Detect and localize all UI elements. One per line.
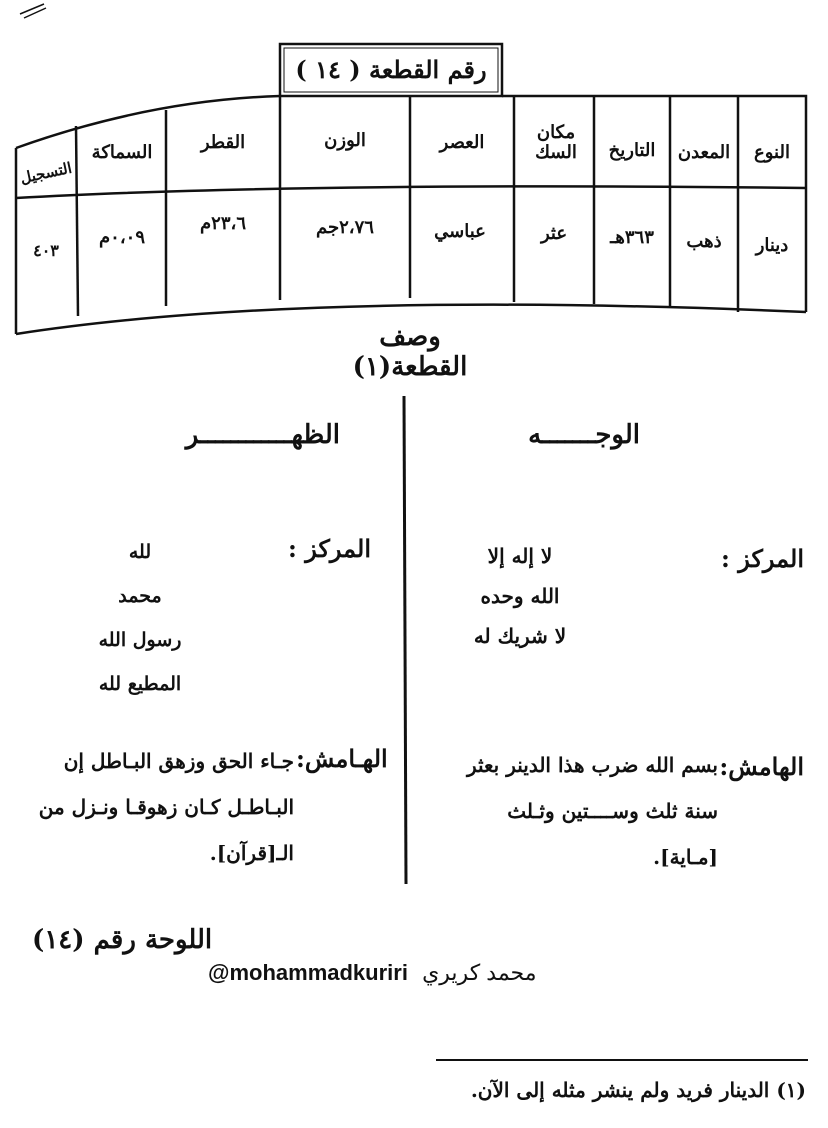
header-weight: الوزن (324, 130, 366, 151)
obverse-center-line: لا إله إلا (487, 544, 553, 568)
obverse-margin-label: الهامش: (719, 752, 804, 781)
reverse-margin-line: الـ[قرآن]. (209, 841, 294, 865)
watermark-name: محمد كريري (422, 960, 537, 985)
header-register: التسجيل (18, 158, 74, 188)
reverse-title: الظهــــــــــــر (185, 420, 340, 450)
obverse-center-label: المركز : (721, 544, 804, 573)
reverse-center-line: محمد (118, 585, 162, 607)
header-thickness: السماكة (91, 142, 153, 163)
value-metal: ذهب (686, 230, 722, 252)
header-era: العصر (439, 132, 485, 153)
value-mint: عثر (540, 222, 568, 244)
value-type: دينار (755, 234, 789, 256)
obverse-title: الوجـــــــه (528, 420, 640, 450)
obverse-margin-line: سنة ثلث وســــتين وثـلث (507, 799, 718, 823)
watermark-handle: @mohammadkuriri (208, 960, 408, 985)
reverse-center-text (60, 530, 220, 706)
reverse-margin-line: البـاطـل كـان زهوقـا ونـزل من (38, 795, 294, 819)
header-date: التاريخ (608, 140, 656, 161)
obverse-center-line: الله وحده (480, 584, 560, 608)
reverse-margin-label: الهـامش: (296, 744, 388, 773)
value-thickness: ٠،٠٩م (99, 226, 145, 248)
value-diameter: ٢٣،٦م (200, 212, 246, 234)
reverse-center-line: رسول الله (98, 629, 182, 651)
reverse-margin-text (18, 738, 294, 876)
plate-number: اللوحة رقم (١٤) (32, 925, 213, 955)
reverse-margin-line: جـاء الحق وزهق البـاطل إن (63, 749, 294, 773)
description-title: وصف القطعة(١) (352, 322, 468, 382)
header-type: النوع (754, 142, 790, 163)
obverse-margin-text (422, 742, 718, 880)
reverse-center-line: المطيع لله (98, 673, 182, 695)
obverse-center-line: لا شريك له (473, 624, 567, 648)
header-metal: المعدن (677, 142, 731, 163)
footnote: (١) الدينار فريد ولم ينشر مثله إلى الآن. (470, 1078, 806, 1102)
header-diameter: القطر (200, 132, 246, 153)
obverse-margin-line: [مـاية]. (653, 845, 718, 869)
value-weight: ٢،٧٦جم (316, 216, 374, 238)
watermark (208, 960, 537, 986)
header-mint: مكان السك (535, 122, 577, 163)
obverse-margin-line: بسم الله ضرب هذا الدينر بعثر (466, 753, 718, 777)
value-date: ٣٦٣هـ (610, 226, 654, 248)
obverse-center-text (440, 536, 600, 656)
reverse-center-label: المركز : (288, 534, 371, 563)
piece-number-title: رقم القطعة ( ١٤ ) (295, 54, 487, 84)
value-era: عباسي (434, 220, 486, 242)
reverse-center-line: لله (128, 541, 152, 563)
value-register: ٤٠٣ (33, 240, 59, 260)
